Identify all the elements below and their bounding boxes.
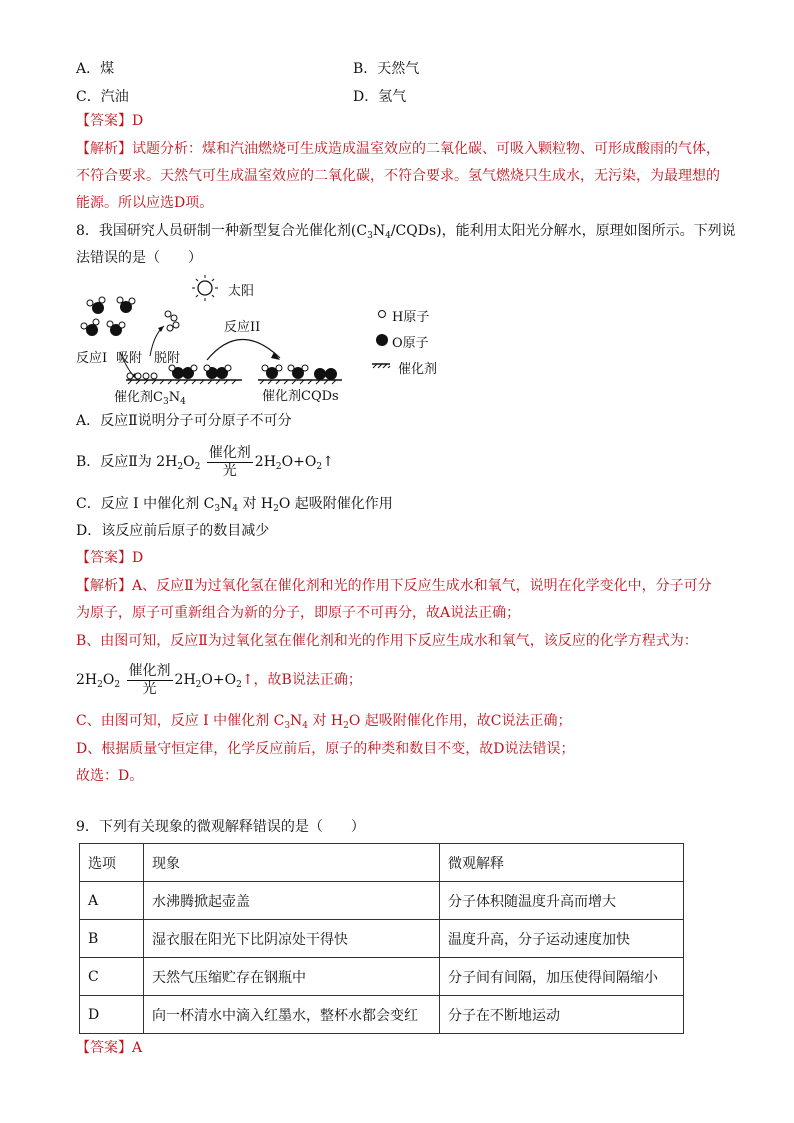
legend-o-label: O原子 — [392, 336, 429, 351]
table-cell: 水沸腾掀起壶盖 — [144, 882, 440, 920]
answer-label: 【答案】 — [76, 550, 132, 566]
analysis-label: 【解析】 — [76, 578, 132, 594]
equation-text: 2H — [254, 454, 276, 470]
analysis-text: C、由图可知，反应 I 中催化剂 C — [76, 713, 285, 729]
catalyst1-text: 催化剂C — [114, 390, 163, 405]
catalyst-c3n4-surface — [126, 380, 242, 384]
table-cell: 分子间有间隔，加压使得间隔缩小 — [440, 958, 684, 996]
sun-icon — [192, 275, 218, 301]
water-molecule — [107, 321, 125, 336]
q8-analysis-line-1 — [76, 576, 712, 596]
condition-bottom: 光 — [142, 680, 157, 697]
option-text: C．反应 I 中催化剂 C — [76, 496, 215, 512]
answer-value: D — [132, 550, 144, 566]
analysis-text: N — [290, 713, 303, 729]
table-cell: A — [80, 882, 144, 920]
reaction1-label: 反应I — [76, 351, 108, 366]
stem-text: 8．我国研究人员研制一种新型复合光催化剂(C — [76, 223, 368, 239]
equation-note: ↑，故B说法正确； — [241, 672, 362, 688]
q7-option-a: A．煤 — [76, 61, 115, 77]
q9-table — [79, 843, 684, 1034]
table-header-row — [80, 844, 684, 882]
adsorbed-molecules — [127, 365, 231, 379]
q8-answer — [76, 548, 143, 568]
equation-text: O — [183, 454, 195, 470]
q7-option-d: D．氢气 — [353, 89, 407, 105]
q8-analysis-line-4: C、由图可知，反应 I 中催化剂 $C_3N_4$ 对 $H_2O$ 起吸附催化作用，故C说法正确； — [76, 713, 572, 731]
condition-bottom: 光 — [222, 462, 237, 479]
q8-stem-line-1 — [76, 221, 736, 241]
equation-text: B．反应Ⅱ为 2H — [76, 454, 178, 470]
q7-analysis-line-1 — [76, 139, 720, 159]
q7-answer — [76, 111, 143, 131]
q7-option-c: C．汽油 — [76, 89, 129, 105]
legend-o-icon — [376, 334, 388, 346]
answer-value: D — [132, 113, 144, 129]
catalyst1-label — [114, 386, 186, 405]
sun-label: 太阳 — [228, 284, 255, 299]
analysis-label: 【解析】 — [76, 141, 132, 157]
table-cell: 温度升高，分子运动速度加快 — [440, 920, 684, 958]
answer-value: A — [132, 1040, 143, 1056]
table-row — [80, 920, 684, 958]
table-cell: 分子在不断地运动 — [440, 996, 684, 1034]
adsorb-label: 吸附 — [116, 351, 143, 366]
table-row — [80, 882, 684, 920]
option-text: 对 H — [238, 496, 274, 512]
table-cell: 湿衣服在阳光下比阴凉处干得快 — [144, 920, 440, 958]
reaction2-arrow — [207, 339, 280, 360]
table-header: 选项 — [80, 844, 144, 882]
table-row — [80, 996, 684, 1034]
q8-analysis-line-3: B、由图可知，反应Ⅱ为过氧化氢在催化剂和光的作用下反应生成水和氧气，该反应的化学方程式为： — [76, 633, 698, 649]
q8-stem-line-2: 法错误的是（ ） — [76, 250, 202, 266]
water-molecule — [81, 319, 99, 336]
table-cell: 天然气压缩贮存在钢瓶中 — [144, 958, 440, 996]
catalyst-cqds-surface — [258, 380, 342, 384]
reaction2-label: 反应II — [224, 320, 261, 335]
equation-text: O — [102, 672, 115, 688]
q8-analysis-line-2: 为原子，原子可重新组合为新的分子，即原子不可再分，故A说法正确； — [76, 605, 521, 621]
catalyst1-text: N — [168, 390, 181, 405]
q7-analysis-line-2: 不符合要求。天然气可生成温室效应的二氧化碳，不符合要求。氢气燃烧只生成水，无污染，为最理想的 — [76, 168, 720, 184]
stem-text: N — [372, 223, 386, 239]
q8-analysis-equation: $2H_2O_2$ $\frac{\text{催化剂}}{\text{光}}$ $2H_2O+O_2↑$，故B说法正确； — [76, 662, 362, 697]
legend-catalyst-icon — [372, 364, 390, 368]
legend-h-label: H原子 — [392, 310, 430, 325]
q9-stem: 9．下列有关现象的微观解释错误的是（ ） — [76, 819, 365, 835]
legend-h-icon — [379, 311, 386, 318]
analysis-text: 对 H — [308, 713, 344, 729]
option-text: N — [220, 496, 233, 512]
condition-top: 催化剂 — [128, 662, 171, 679]
q9-answer — [76, 1038, 142, 1058]
reaction-condition — [207, 445, 253, 480]
reaction-condition — [127, 663, 173, 698]
answer-label: 【答案】 — [76, 1040, 132, 1056]
condition-top: 催化剂 — [208, 444, 251, 461]
catalyst2-label: 催化剂CQDs — [262, 389, 339, 404]
subscript: 3 — [367, 231, 373, 241]
table-row — [80, 958, 684, 996]
q7-option-b: B．天然气 — [353, 61, 420, 77]
gas-arrow: ↑ — [322, 454, 334, 470]
subscript: 4 — [180, 397, 186, 407]
analysis-text: O 起吸附催化作用，故C说法正确； — [348, 713, 572, 729]
table-cell: 分子体积随温度升高而增大 — [440, 882, 684, 920]
q8-option-b: B．反应Ⅱ为 $2H_2O_2$ $\frac{\text{催化剂}}{\text{光}}$ $2H_2O+O_2↑$ — [76, 444, 334, 479]
table-header: 微观解释 — [440, 844, 684, 882]
q8-analysis-line-5: D、根据质量守恒定律，化学反应前后，原子的种类和数目不变，故D说法错误； — [76, 741, 575, 757]
subscript: 4 — [385, 231, 391, 241]
option-text: O 起吸附催化作用 — [278, 496, 393, 512]
q8-option-a: A．反应Ⅱ说明分子可分原子不可分 — [76, 413, 292, 429]
analysis-text: A、反应Ⅱ为过氧化氢在催化剂和光的作用下反应生成水和氧气，说明在化学变化中，分子可分 — [132, 578, 712, 594]
hydrogen-molecule — [165, 311, 179, 331]
equation-text: O+O — [281, 454, 317, 470]
table-cell: D — [80, 996, 144, 1034]
subscript: 3 — [162, 397, 169, 407]
legend-catalyst-label: 催化剂 — [398, 362, 438, 377]
desorb-label: 脱附 — [154, 351, 181, 366]
stem-text: /CQDs)，能利用太阳光分解水，原理如图所示。下列说 — [390, 223, 736, 239]
table-cell: 向一杯清水中滴入红墨水，整杯水都会变红 — [144, 996, 440, 1034]
table-header: 现象 — [144, 844, 440, 882]
q8-option-c: C．反应 I 中催化剂 $C_3N_4$ 对 $H_2O$ 起吸附催化作用 — [76, 496, 393, 514]
table-cell: B — [80, 920, 144, 958]
equation-text: O+O — [201, 672, 237, 688]
water-molecule — [87, 297, 105, 314]
answer-label: 【答案】 — [76, 113, 132, 129]
q8-reaction-diagram — [72, 272, 452, 407]
analysis-text: 试题分析：煤和汽油燃烧可生成造成温室效应的二氧化碳、可吸入颗粒物、可形成酸雨的气体， — [132, 141, 720, 157]
table-cell: C — [80, 958, 144, 996]
q7-analysis-line-3: 能源。所以应选D项。 — [76, 195, 214, 211]
equation-text: 2H — [174, 672, 196, 688]
q8-option-d: D．该反应前后原子的数目减少 — [76, 523, 270, 539]
q8-analysis-line-6: 故选：D。 — [76, 768, 144, 784]
water-molecule — [117, 297, 135, 313]
equation-text: 2H — [76, 672, 98, 688]
product-molecules — [262, 365, 337, 380]
